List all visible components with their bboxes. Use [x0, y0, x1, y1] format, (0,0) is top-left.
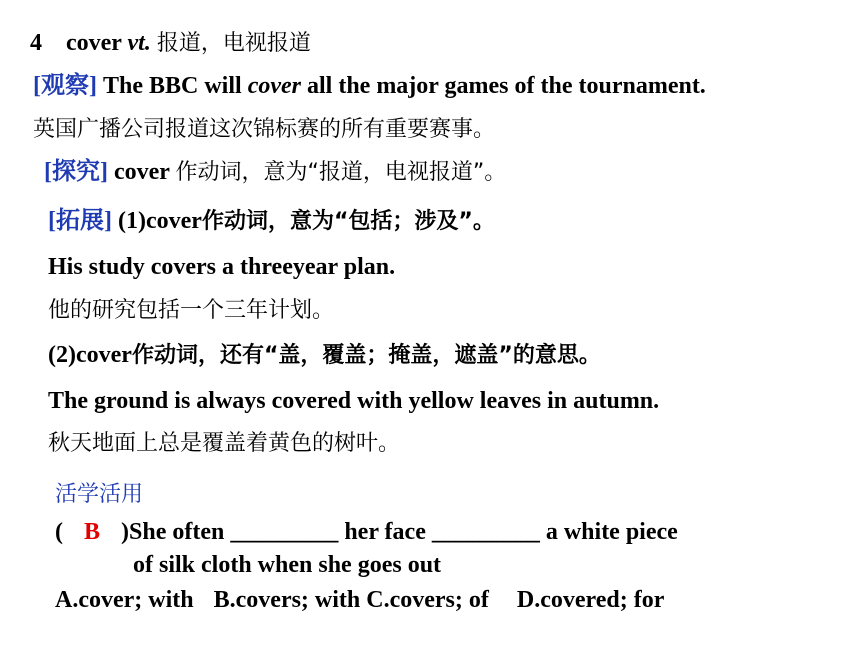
extend-example1-en: His study covers a threeyear plan.: [48, 254, 396, 280]
extend-item2-text: 作动词，还有“盖，覆盖；掩盖，遮盖”的意思。: [131, 343, 601, 368]
heading-number: 4: [30, 30, 42, 56]
heading-pos: vt.: [127, 30, 151, 56]
observe-sentence: [33, 71, 706, 101]
option-d[interactable]: D.covered; for: [516, 587, 665, 613]
practice-question-line1: [55, 517, 678, 547]
explore-word: cover: [113, 159, 170, 185]
heading-meaning: 报道，电视报道: [156, 31, 311, 56]
explore-line: [44, 157, 506, 188]
extend-example2-cn: 秋天地面上总是覆盖着黄色的树叶。: [48, 431, 401, 456]
extend-example1-cn: 他的研究包括一个三年计划。: [48, 298, 335, 323]
extend-tag: [拓展]: [48, 208, 112, 234]
practice-question-line2: of silk cloth when she goes out: [133, 552, 442, 578]
observe-translation: 英国广播公司报道这次锦标赛的所有重要赛事。: [33, 117, 496, 142]
open-paren: (: [55, 519, 63, 545]
option-b[interactable]: B.covers; with: [213, 587, 361, 613]
option-c[interactable]: C.covers; of: [366, 587, 489, 613]
extend-example2-en: The ground is always covered with yellow leaves in autumn.: [48, 388, 660, 414]
extend-item1-text: 作动词，意为“包括；涉及”。: [201, 209, 495, 234]
option-a[interactable]: A.cover; with: [55, 587, 194, 613]
extend-item1-num: (1)cover: [117, 208, 202, 234]
observe-sentence-b: all the major games of the tournament.: [300, 73, 706, 99]
question-text-1: )She often _________ her face _________ a white piece: [121, 519, 678, 545]
observe-sentence-a: The BBC will: [102, 73, 248, 99]
extend-item2-num: (2)cover: [48, 342, 132, 368]
answer-letter: B: [83, 519, 100, 545]
heading-word: cover: [66, 30, 122, 56]
heading: [30, 28, 311, 59]
explore-tag: [探究]: [44, 159, 108, 185]
observe-sentence-em: cover: [247, 73, 301, 99]
observe-tag: [观察]: [33, 73, 97, 99]
practice-title: 活学活用: [55, 482, 144, 507]
extend-item2: [48, 340, 601, 371]
practice-options: [55, 585, 664, 615]
explore-text: 作动词，意为“报道，电视报道”。: [175, 160, 507, 185]
extend-item1: [48, 206, 495, 237]
